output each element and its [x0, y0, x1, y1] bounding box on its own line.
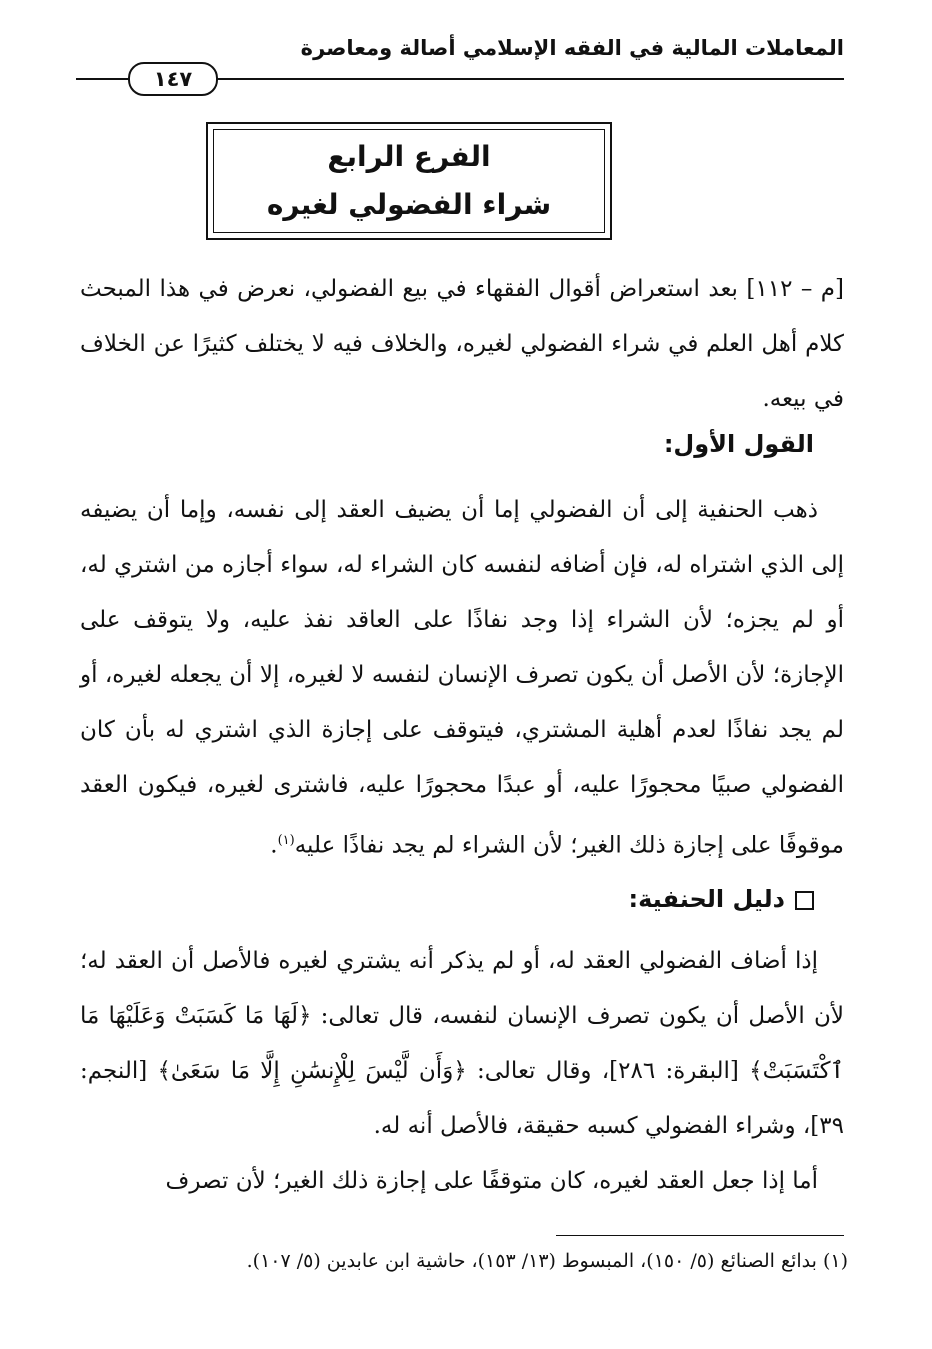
intro-paragraph: [م – ١١٢] بعد استعراض أقوال الفقهاء في بيع الفضولي، نعرض في هذا المبحث كلام أهل العلم في شراء الفضولي لغيره، والخلاف فيه لا يختلف كثيرًا عن الخلاف في بيعه. [80, 276, 844, 412]
first-opinion-heading: القول الأول: [663, 430, 814, 458]
section-title-box [206, 122, 612, 240]
section-subtitle: شراء الفضولي لغيره [266, 188, 552, 221]
evidence-heading [629, 885, 814, 913]
footnote-ref: (١) [277, 833, 295, 848]
evidence-block [80, 934, 844, 1209]
section-title: الفرع الرابع [327, 140, 491, 173]
evidence-paragraph-1: إذا أضاف الفضولي العقد له، أو لم يذكر أنه يشتري لغيره فالأصل أن العقد له؛ لأن الأصل أن يكون تصرف الإنسان لنفسه، قال تعالى: ﴿لَهَا مَا كَسَبَتْ وَعَلَيْهَا مَا ٱكْتَسَبَتْ﴾ [البقرة: ٢٨٦]، وقال تعالى: ﴿وَأَن لَّيْسَ لِلْإِنسَٰنِ إِلَّا مَا سَعَىٰ﴾ [النجم: ٣٩]، وشراء الفضولي كسبه حقيقة، فالأصل أنه له. [80, 948, 844, 1139]
first-opinion-block [80, 483, 844, 874]
page-number: ١٤٧ [128, 62, 218, 96]
first-opinion-text: ذهب الحنفية إلى أن الفضولي إما أن يضيف العقد إلى نفسه، وإما أن يضيفه إلى الذي اشتراه له، فإن أضافه لنفسه كان الشراء له، سواء أجازه من اشتري له، أو لم يجزه؛ لأن الشراء إذا وجد نفاذًا على العاقد نفذ عليه، ولا يتوقف على الإجازة؛ لأن الأصل أن يكون تصرف الإنسان لنفسه لا لغيره، إلا أن يجعله لغيره، أو لم يجد نفاذًا لعدم أهلية المشتري، فيتوقف على إجازة الذي اشتري له بأن كان الفضولي صبيًا محجورًا عليه، أو عبدًا محجورًا عليه، فاشترى لغيره، فيكون العقد موقوفًا على إجازة ذلك الغير؛ لأن الشراء لم يجد نفاذًا عليه [80, 497, 844, 859]
footnote: (١) بدائع الصنائع (٥/ ١٥٠)، المبسوط (١٣/ ١٥٣)، حاشية ابن عابدين (٥/ ١٠٧). [246, 1250, 848, 1272]
first-opinion-paragraph: ذهب الحنفية إلى أن الفضولي إما أن يضيف العقد إلى نفسه، وإما أن يضيفه إلى الذي اشتراه له، فإن أضافه لنفسه كان الشراء له، سواء أجازه من اشتري له، أو لم يجزه؛ لأن الشراء إذا وجد نفاذًا على العاقد نفذ عليه، ولا يتوقف على الإجازة؛ لأن الأصل أن يكون تصرف الإنسان لنفسه لا لغيره، إلا أن يجعله لغيره، أو لم يجد نفاذًا لعدم أهلية المشتري، فيتوقف على إجازة الذي اشتري له بأن كان الفضولي صبيًا محجورًا عليه، أو عبدًا محجورًا عليه، فاشترى لغيره، فيكون العقد موقوفًا على إجازة ذلك الغير؛ لأن الشراء لم يجد نفاذًا عليه$^{(١)}$. [80, 497, 844, 859]
footnote-rule [556, 1235, 844, 1236]
evidence-heading-text: دليل الحنفية: [628, 885, 785, 913]
evidence-paragraph-2: أما إذا جعل العقد لغيره، كان متوقفًا على إجازة ذلك الغير؛ لأن تصرف [165, 1168, 818, 1194]
square-bullet-icon [795, 891, 814, 910]
running-title: المعاملات المالية في الفقه الإسلامي أصالة ومعاصرة [300, 36, 844, 60]
intro-paragraph-block [80, 262, 844, 427]
